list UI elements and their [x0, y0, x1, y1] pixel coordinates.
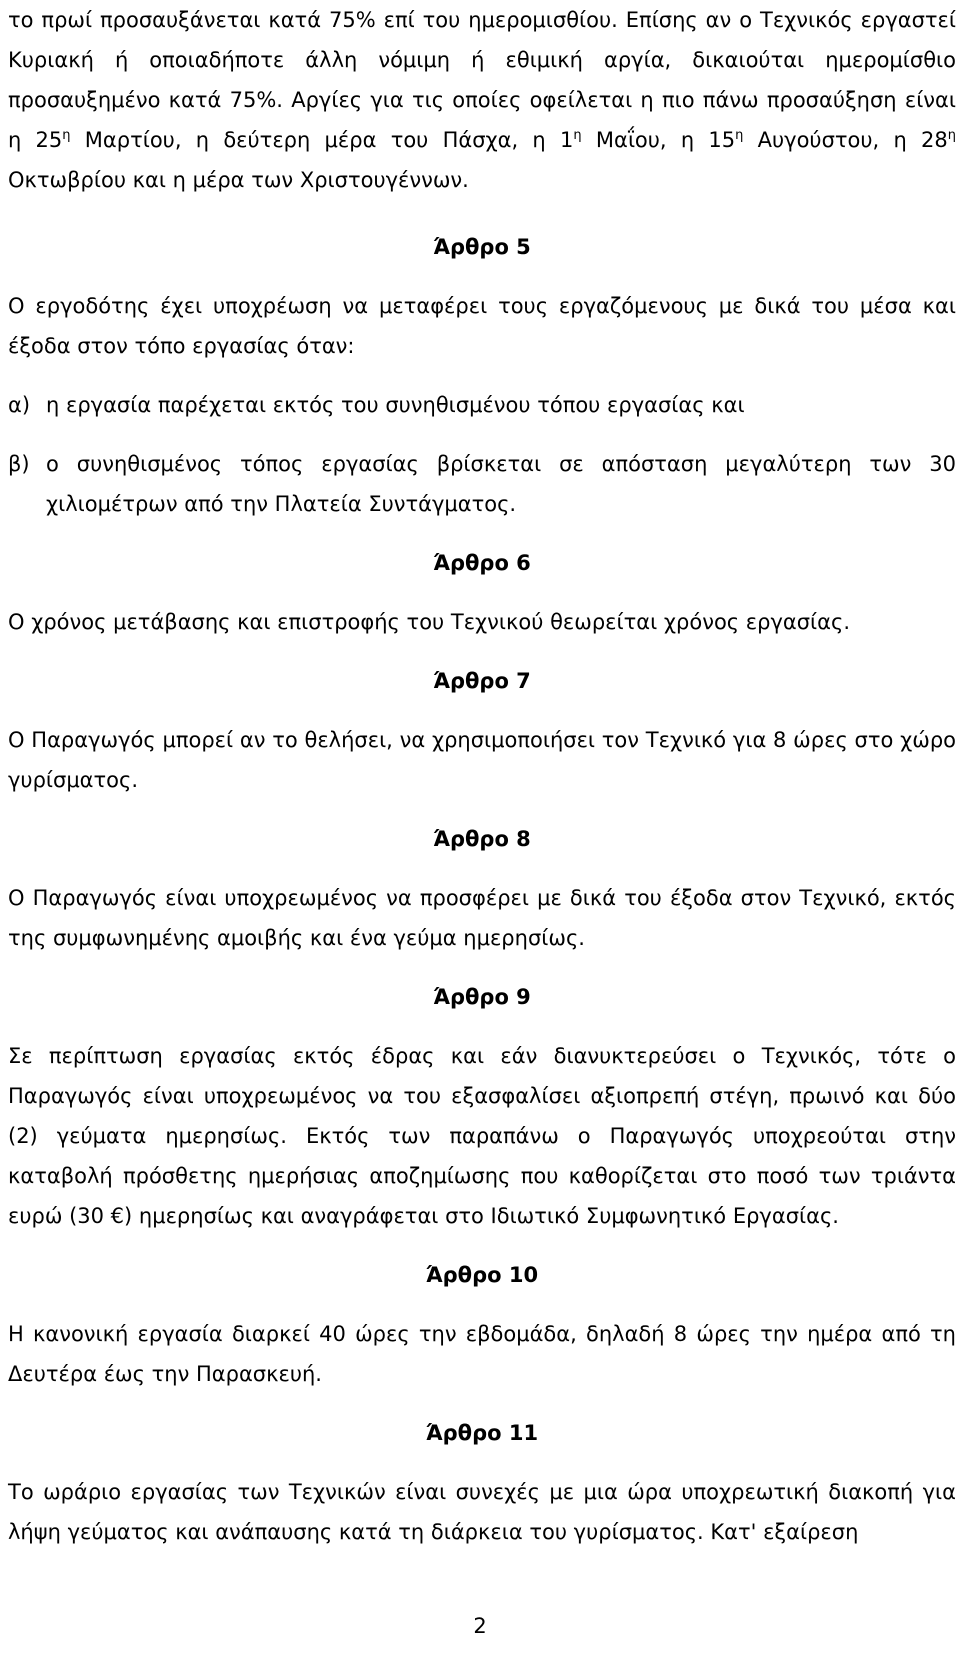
intro-text-2: Μαρτίου, η δεύτερη μέρα του Πάσχα, η 1 [70, 128, 574, 152]
page-number: 2 [473, 1614, 487, 1638]
article-11-heading: Άρθρο 11 [425, 1421, 539, 1445]
intro-text-4: Αυγούστου, η 28 [743, 128, 948, 152]
intro-superscript-3: η [735, 128, 744, 143]
article-7-body: Ο Παραγωγός μπορεί αν το θελήσει, να χρησιμοποιήσει τον Τεχνικό για 8 ώρες στο χώρο γυρίσματος. [8, 728, 956, 792]
intro-paragraph [8, 0, 956, 200]
intro-text-1: το πρωί προσαυξάνεται κατά 75% επί του ημερομισθίου. Επίσης αν ο Τεχνικός εργαστεί Κυριακή ή οποιαδήποτε άλλη νόμιμη ή εθιμική αργία, δικαιούται ημερομίσθιο προσαυξημένο κατά 75%. Αργίες για τις οποίες οφείλεται η πιο πάνω προσαύξηση είναι η 25 [8, 8, 956, 152]
article-7-heading: Άρθρο 7 [433, 669, 531, 693]
intro-superscript-1: η [62, 128, 71, 143]
item-b-marker: β) [8, 452, 30, 476]
article-5-body: Ο εργοδότης έχει υποχρέωση να μεταφέρει τους εργαζόμενους με δικά του μέσα και έξοδα στον τόπο εργασίας όταν: [8, 294, 956, 358]
article-6-heading: Άρθρο 6 [433, 551, 531, 575]
article-5-heading: Άρθρο 5 [433, 235, 531, 259]
article-8-body: Ο Παραγωγός είναι υποχρεωμένος να προσφέρει με δικά του έξοδα στον Τεχνικό, εκτός της συμφωνημένης αμοιβής και ένα γεύμα ημερησίως. [8, 886, 956, 950]
article-10-body: Η κανονική εργασία διαρκεί 40 ώρες την εβδομάδα, δηλαδή 8 ώρες την ημέρα από τη Δευτέρα έως την Παρασκευή. [8, 1322, 956, 1386]
article-9-body: Σε περίπτωση εργασίας εκτός έδρας και εάν διανυκτερεύσει ο Τεχνικός, τότε ο Παραγωγός είναι υποχρεωμένος να του εξασφαλίσει αξιοπρεπή στέγη, πρωινό και δύο (2) γεύματα ημερησίως. Εκτός των παραπάνω ο Παραγωγός υποχρεούται στην καταβολή πρόσθετης ημερήσιας αποζημίωσης που καθορίζεται στο ποσό των τριάντα ευρώ (30 €) ημερησίως και αναγράφεται στο Ιδιωτικό Συμφωνητικό Εργασίας. [8, 1044, 956, 1228]
item-a-marker: α) [8, 393, 31, 417]
item-b-text: ο συνηθισμένος τόπος εργασίας βρίσκεται σε απόσταση μεγαλύτερη των 30 χιλιομέτρων από την Πλατεία Συντάγματος. [46, 452, 956, 516]
intro-text-5: Οκτωβρίου και η μέρα των Χριστουγέννων. [8, 168, 469, 192]
intro-text-3: Μαΐου, η 15 [581, 128, 736, 152]
document-body [8, 0, 956, 1552]
intro-superscript-2: η [573, 128, 582, 143]
article-8-heading: Άρθρο 8 [433, 827, 531, 851]
article-6-body: Ο χρόνος μετάβασης και επιστροφής του Τεχνικού θεωρείται χρόνος εργασίας. [8, 610, 850, 634]
item-a-text: η εργασία παρέχεται εκτός του συνηθισμένου τόπου εργασίας και [46, 393, 745, 417]
intro-superscript-4: η [947, 128, 956, 143]
article-10-heading: Άρθρο 10 [425, 1263, 539, 1287]
article-5-item-b [8, 444, 956, 524]
article-9-heading: Άρθρο 9 [433, 985, 531, 1009]
article-11-body: Το ωράριο εργασίας των Τεχνικών είναι συνεχές με μια ώρα υποχρεωτική διακοπή για λήψη γεύματος και ανάπαυσης κατά τη διάρκεια του γυρίσματος. Κατ' εξαίρεση [8, 1480, 956, 1544]
article-5-item-a [8, 385, 956, 425]
